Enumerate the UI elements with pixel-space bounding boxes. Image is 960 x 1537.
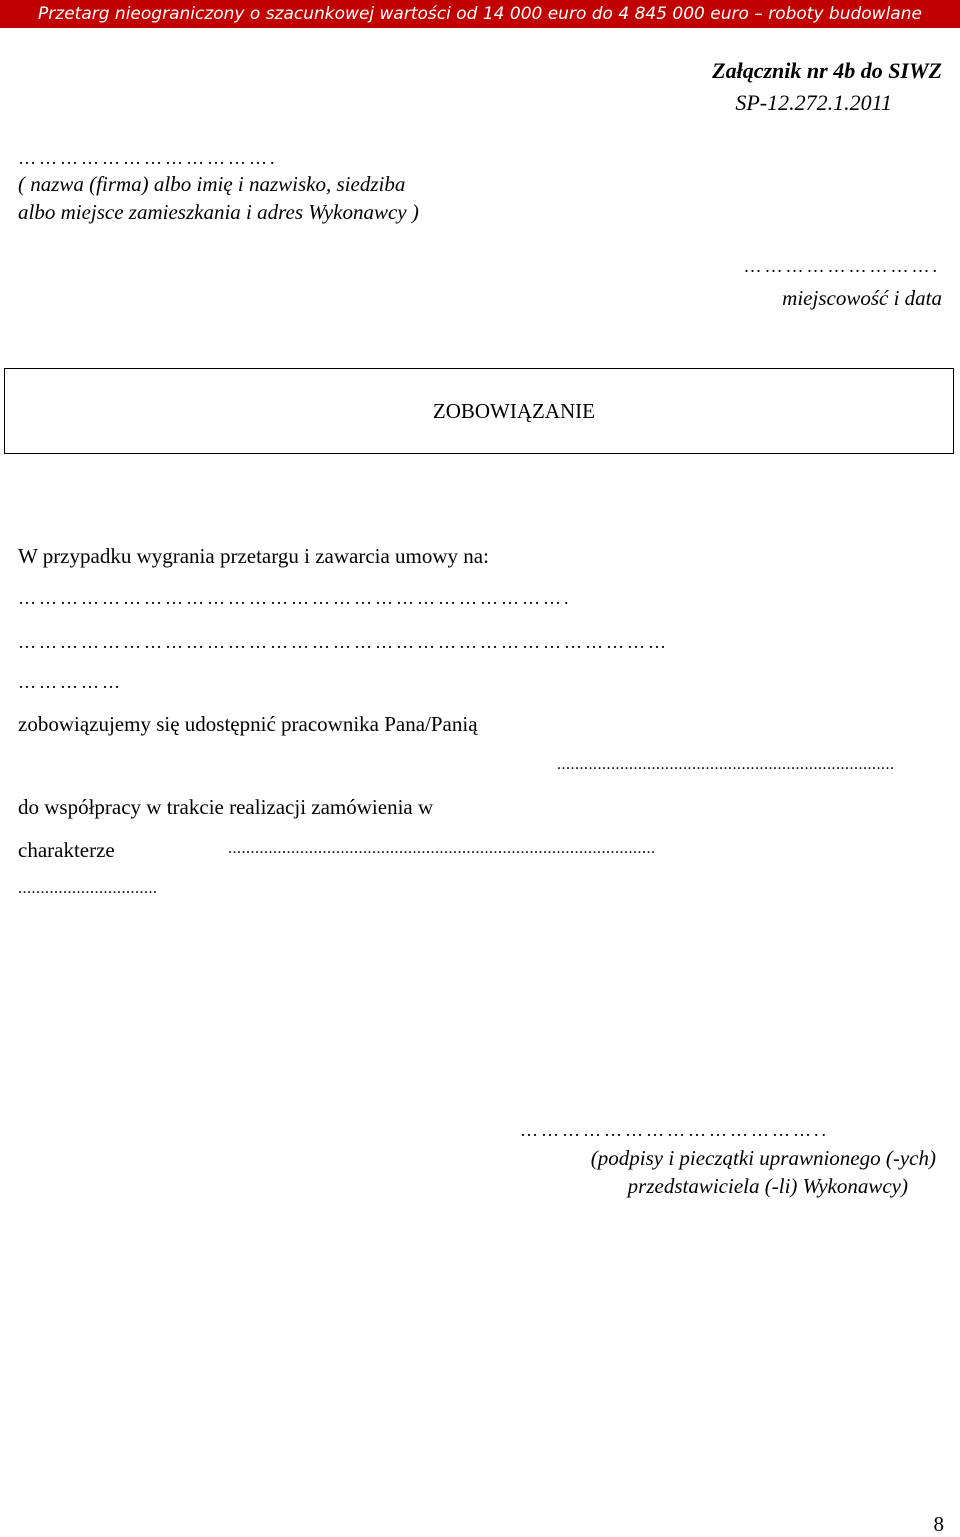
contract-subject-field-line3: ……………: [18, 672, 123, 692]
document-title-box: [4, 368, 954, 454]
place-date-label: miejscowość i data: [782, 286, 942, 310]
cooperation-text: do współpracy w trakcie realizacji zamówienia w: [18, 795, 434, 819]
employee-name-field: ...........................................................................: [557, 756, 895, 773]
intro-text: W przypadku wygrania przetargu i zawarcia umowy na:: [18, 544, 489, 568]
attachment-title: Załącznik nr 4b do SIWZ: [712, 58, 942, 83]
capacity-field-continued: ...............................: [18, 880, 158, 897]
commitment-text: zobowiązujemy się udostępnić pracownika Pana/Panią: [18, 712, 478, 736]
contract-subject-field-line1: …………………………………………………………………….: [18, 588, 572, 608]
document-title: ZOBOWIĄZANIE: [432, 399, 595, 423]
attachment-reference: SP-12.272.1.2011: [735, 90, 892, 115]
contractor-name-field: ……………………………….: [18, 148, 278, 168]
signature-field: ……………………………………..: [520, 1120, 829, 1140]
contractor-label-line1: ( nazwa (firma) albo imię i nazwisko, siedziba: [18, 172, 406, 196]
contract-subject-field-line2: …………………………………………………………………………………: [18, 632, 669, 652]
capacity-field: ...............................................................................................: [228, 840, 656, 857]
capacity-label: charakterze: [18, 838, 115, 862]
place-date-field: ……………………….: [743, 256, 940, 276]
running-header: Przetarg nieograniczony o szacunkowej wartości od 14 000 euro do 4 845 000 euro – roboty budowlane: [0, 0, 960, 28]
contractor-label-line2: albo miejsce zamieszkania i adres Wykonawcy ): [18, 200, 419, 224]
signature-label-line1: (podpisy i pieczątki uprawnionego (-ych): [590, 1146, 936, 1170]
page-number: 8: [933, 1512, 944, 1536]
signature-label-line2: przedstawiciela (-li) Wykonawcy): [627, 1174, 908, 1198]
